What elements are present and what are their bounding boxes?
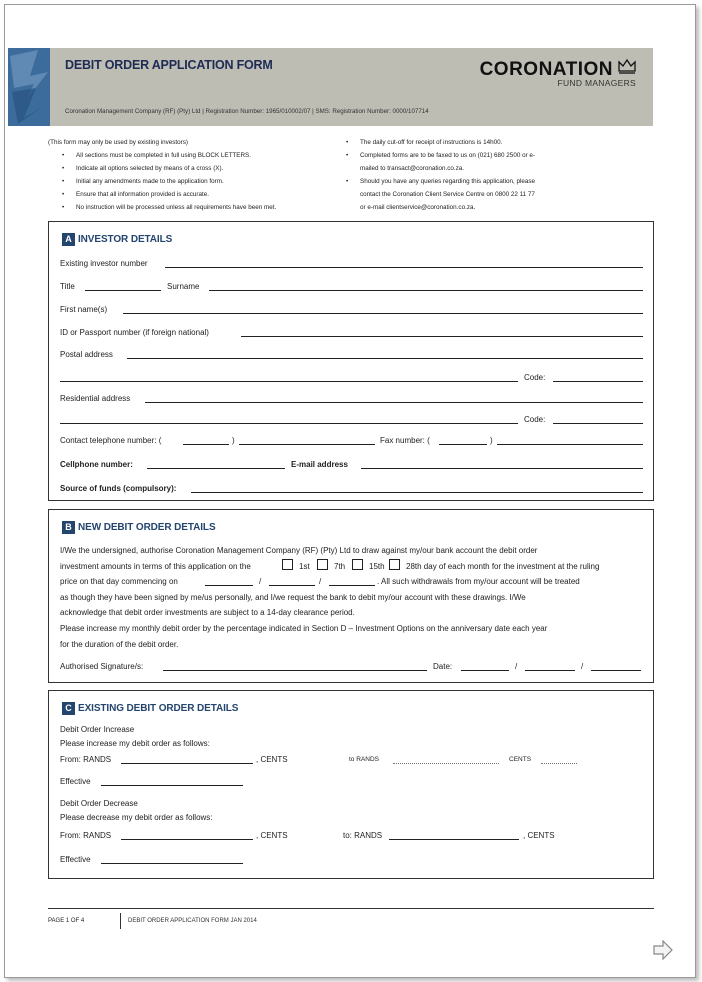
day-28th-checkbox[interactable] xyxy=(389,559,400,570)
instruction-item: All sections must be completed in full using BLOCK LETTERS. xyxy=(76,152,251,159)
instruction-item: Should you have any queries regarding this application, please xyxy=(360,178,536,185)
date-month-field[interactable] xyxy=(525,670,575,671)
registration-text: Coronation Management Company (RF) (Pty) Ltd | Registration Number: 1965/010002/07 | SMS: Registration Number: 0000/107714 xyxy=(65,108,429,115)
signature-label: Authorised Signature/s: xyxy=(60,662,144,671)
fax-field[interactable] xyxy=(497,444,643,445)
form-header xyxy=(8,48,653,126)
section-b-heading xyxy=(62,520,216,534)
day-15th-label: 15th xyxy=(369,562,385,571)
first-names-field[interactable] xyxy=(123,313,643,314)
commence-year-field[interactable] xyxy=(329,585,375,586)
decrease-title: Debit Order Decrease xyxy=(60,799,138,808)
commence-day-field[interactable] xyxy=(205,585,253,586)
residential-code-label: Code: xyxy=(524,415,546,424)
day-7th-checkbox[interactable] xyxy=(317,559,328,570)
cellphone-field[interactable] xyxy=(147,468,285,469)
authorisation-text-3: price on that day commencing on xyxy=(60,577,178,586)
day-15th-checkbox[interactable] xyxy=(352,559,363,570)
surname-label: Surname xyxy=(167,282,200,291)
increase-instruction: Please increase my debit order as follows: xyxy=(60,739,210,748)
postal-address-label: Postal address xyxy=(60,350,113,359)
paren-close: ) xyxy=(490,436,493,445)
instruction-item: The daily cut-off for receipt of instructions is 14h00. xyxy=(360,139,503,146)
increase-text-2: for the duration of the debit order. xyxy=(60,640,179,649)
footer-separator xyxy=(120,913,121,929)
bullet-icon: • xyxy=(346,178,349,185)
increase-to-rands-field[interactable] xyxy=(393,763,499,764)
instruction-note: (This form may only be used by existing investors) xyxy=(48,139,188,146)
date-label: Date: xyxy=(433,662,453,671)
day-28th-text: 28th day of each month for the investment at the ruling xyxy=(406,562,600,571)
instructions-right xyxy=(346,136,646,216)
day-1st-label: 1st xyxy=(299,562,310,571)
next-page-arrow-icon[interactable] xyxy=(652,940,674,960)
decrease-to-cents-label: , CENTS xyxy=(523,831,555,840)
increase-to-rands-label: to RANDS xyxy=(349,756,379,763)
increase-from-cents-label: , CENTS xyxy=(256,755,288,764)
decrease-from-rands-label: From: RANDS xyxy=(60,831,112,840)
postal-code-label: Code: xyxy=(524,373,546,382)
instruction-item: Ensure that all information provided is accurate. xyxy=(76,191,210,198)
fax-code-field[interactable] xyxy=(439,444,487,445)
contact-tel-label: Contact telephone number: ( xyxy=(60,436,162,445)
date-slash: / xyxy=(515,662,518,671)
instruction-item: Initial any amendments made to the application form. xyxy=(76,178,224,185)
instruction-item: contact the Coronation Client Service Centre on 0800 22 11 77 xyxy=(360,191,535,198)
bullet-icon: • xyxy=(62,204,65,211)
decrease-to-rands-field[interactable] xyxy=(389,839,519,840)
day-7th-label: 7th xyxy=(334,562,346,571)
id-passport-label: ID or Passport number (if foreign national) xyxy=(60,328,209,337)
day-1st-checkbox[interactable] xyxy=(282,559,293,570)
authorisation-text-4: as though they have been signed by me/us personally, and I/we request the bank to debit my/our account with these drawings. I/We xyxy=(60,593,526,602)
title-field[interactable] xyxy=(85,290,161,291)
section-b-badge: B xyxy=(62,521,75,534)
instruction-item: Indicate all options selected by means of a cross (X). xyxy=(76,165,224,172)
decrease-effective-label: Effective xyxy=(60,855,91,864)
increase-to-cents-label: CENTS xyxy=(509,756,532,763)
section-investor-details xyxy=(48,221,654,501)
postal-address-field-2[interactable] xyxy=(60,381,518,382)
decrease-to-rands-label: to: RANDS xyxy=(343,831,383,840)
instruction-item: mailed to transact@coronation.co.za. xyxy=(360,165,465,172)
residential-address-field[interactable] xyxy=(145,402,643,403)
page-number: PAGE 1 OF 4 xyxy=(48,918,85,924)
decrease-from-cents-label: , CENTS xyxy=(256,831,288,840)
residential-address-field-2[interactable] xyxy=(60,423,518,424)
increase-title: Debit Order Increase xyxy=(60,725,135,734)
source-of-funds-label: Source of funds (compulsory): xyxy=(60,484,177,493)
authorisation-text-2: investment amounts in terms of this application on the xyxy=(60,562,251,571)
residential-code-field[interactable] xyxy=(553,423,643,424)
section-existing-debit-order xyxy=(48,690,654,879)
cellphone-label: Cellphone number: xyxy=(60,460,133,469)
section-a-title: INVESTOR DETAILS xyxy=(78,233,173,245)
bullet-icon: • xyxy=(62,152,65,159)
footer-rule xyxy=(48,908,654,909)
source-of-funds-field[interactable] xyxy=(191,492,643,493)
bullet-icon: • xyxy=(62,178,65,185)
brand-name: CORONATION xyxy=(479,59,613,80)
decrease-instruction: Please decrease my debit order as follows: xyxy=(60,813,213,822)
signature-field[interactable] xyxy=(163,670,427,671)
section-c-title: EXISTING DEBIT ORDER DETAILS xyxy=(78,702,239,714)
decrease-from-rands-field[interactable] xyxy=(121,839,253,840)
email-label: E-mail address xyxy=(291,460,348,469)
bullet-icon: • xyxy=(346,139,349,146)
brand-subtitle: FUND MANAGERS xyxy=(557,78,636,88)
increase-text-1: Please increase my monthly debit order by the percentage indicated in Section D – Investment Options on the anniversary date each year xyxy=(60,624,548,633)
bullet-icon: • xyxy=(62,191,65,198)
increase-from-rands-label: From: RANDS xyxy=(60,755,112,764)
crown-icon xyxy=(617,58,637,74)
date-year-field[interactable] xyxy=(591,670,641,671)
instructions-left xyxy=(48,136,338,216)
contact-tel-field[interactable] xyxy=(239,444,375,445)
commence-month-field[interactable] xyxy=(269,585,315,586)
date-slash: / xyxy=(259,577,262,586)
section-a-badge: A xyxy=(62,233,75,246)
increase-effective-field[interactable] xyxy=(101,785,243,786)
residential-address-label: Residential address xyxy=(60,394,131,403)
contact-tel-code-field[interactable] xyxy=(183,444,229,445)
existing-investor-field[interactable] xyxy=(165,267,643,268)
date-slash: / xyxy=(319,577,322,586)
decrease-effective-field[interactable] xyxy=(101,863,243,864)
authorisation-text-5: acknowledge that debit order investments are subject to a 14-day clearance period. xyxy=(60,608,355,617)
logo-graphic xyxy=(8,48,50,126)
authorisation-text-3b: . All such withdrawals from my/our account will be treated xyxy=(377,577,580,586)
increase-from-rands-field[interactable] xyxy=(121,763,253,764)
date-day-field[interactable] xyxy=(461,670,509,671)
document-name: DEBIT ORDER APPLICATION FORM JAN 2014 xyxy=(128,918,257,924)
section-b-title: NEW DEBIT ORDER DETAILS xyxy=(78,521,216,533)
email-field[interactable] xyxy=(361,468,643,469)
surname-field[interactable] xyxy=(209,290,643,291)
section-c-heading xyxy=(62,701,238,715)
existing-investor-label: Existing investor number xyxy=(60,259,148,268)
paren-close: ) xyxy=(232,436,235,445)
form-title: DEBIT ORDER APPLICATION FORM xyxy=(65,58,273,72)
instruction-item: No instruction will be processed unless all requirements have been met. xyxy=(76,204,277,211)
bullet-icon: • xyxy=(346,152,349,159)
postal-address-field[interactable] xyxy=(127,358,643,359)
id-passport-field[interactable] xyxy=(241,336,643,337)
first-names-label: First name(s) xyxy=(60,305,108,314)
postal-code-field[interactable] xyxy=(553,381,643,382)
increase-effective-label: Effective xyxy=(60,777,91,786)
bullet-icon: • xyxy=(62,165,65,172)
section-a-heading xyxy=(62,232,172,246)
instruction-item: or e-mail clientservice@coronation.co.za. xyxy=(360,204,476,211)
section-c-badge: C xyxy=(62,702,75,715)
increase-to-cents-field[interactable] xyxy=(541,763,577,764)
authorisation-text-1: I/We the undersigned, authorise Coronation Management Company (RF) (Pty) Ltd to draw against my/our bank account the debit order xyxy=(60,546,538,555)
date-slash: / xyxy=(581,662,584,671)
instruction-item: Completed forms are to be faxed to us on (021) 680 2500 or e- xyxy=(360,152,536,159)
fax-label: Fax number: ( xyxy=(380,436,430,445)
section-new-debit-order xyxy=(48,509,654,683)
title-label: Title xyxy=(60,282,75,291)
